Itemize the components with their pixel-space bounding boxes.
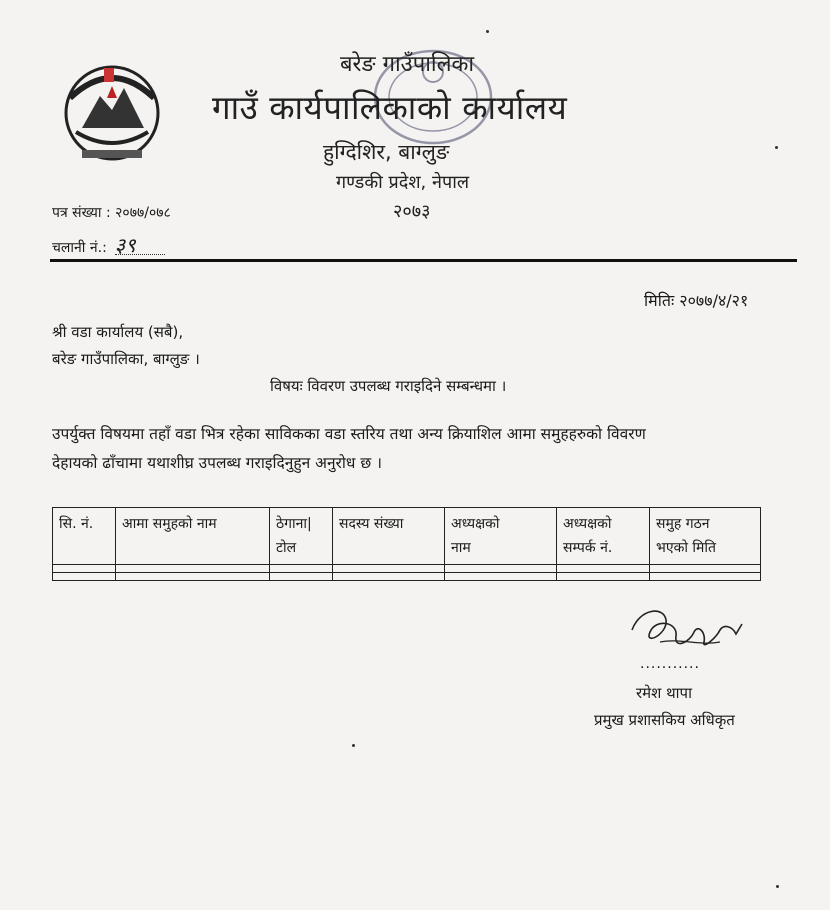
col-chair-contact: अध्यक्षको सम्पर्क नं.: [557, 508, 650, 565]
signatory-name: रमेश थापा: [636, 684, 692, 702]
nepal-emblem-icon: [52, 58, 172, 168]
table-header-row: [53, 508, 761, 565]
scan-speck: [775, 146, 778, 149]
col-chair-name: अध्यक्षको नाम: [445, 508, 557, 565]
scan-speck: [352, 744, 355, 747]
letter-date: मितिः २०७७/४/२१: [644, 291, 749, 310]
established-year: २०७३: [393, 201, 431, 222]
dispatch-number-label: चलानी नं.:: [52, 240, 107, 256]
letter-subject: विषयः विवरण उपलब्ध गराइदिने सम्बन्धमा ।: [270, 377, 507, 395]
recipient-line-2: बरेङ गाउँपालिका, बाग्लुङ ।: [52, 350, 200, 368]
municipality-name: बरेङ गाउँपालिका: [340, 52, 475, 77]
col-members: सदस्य संख्या: [333, 508, 445, 565]
table-row: [53, 565, 761, 573]
body-line-2: देहायको ढाँचामा यथाशीघ्र उपलब्ध गराइदिनुहुन अनुरोध छ ।: [52, 454, 383, 472]
scan-speck: [776, 885, 779, 888]
province-name: गण्डकी प्रदेश, नेपाल: [336, 172, 470, 193]
office-title: गाउँ कार्यपालिकाको कार्यालय: [212, 88, 568, 127]
signatory-title: प्रमुख प्रशासकिय अधिकृत: [594, 711, 735, 729]
col-address: ठेगाना| टोल: [270, 508, 333, 565]
dispatch-number-value: ३९: [115, 236, 165, 255]
mothers-group-table: [52, 507, 761, 581]
dispatch-number-row: [52, 233, 165, 257]
scan-speck: [486, 30, 489, 33]
letter-number: पत्र संख्या : २०७७/०७८: [52, 205, 171, 221]
signature-icon: [620, 602, 750, 662]
signature-line: ...........: [640, 656, 700, 672]
office-location: हुग्दिशिर, बाग्लुङ: [323, 140, 450, 164]
col-formed-date: समुह गठन भएको मिति: [650, 508, 761, 565]
table-row: [53, 573, 761, 581]
col-group-name: आमा समुहको नाम: [116, 508, 270, 565]
recipient-line-1: श्री वडा कार्यालय (सबै),: [52, 323, 184, 341]
body-line-1: उपर्युक्त विषयमा तहाँ वडा भित्र रहेका साविकका वडा स्तरिय तथा अन्य क्रियाशिल आमा समुहहरुको विवरण: [52, 425, 646, 443]
col-serial: सि. नं.: [53, 508, 116, 565]
header-divider: [50, 259, 797, 262]
